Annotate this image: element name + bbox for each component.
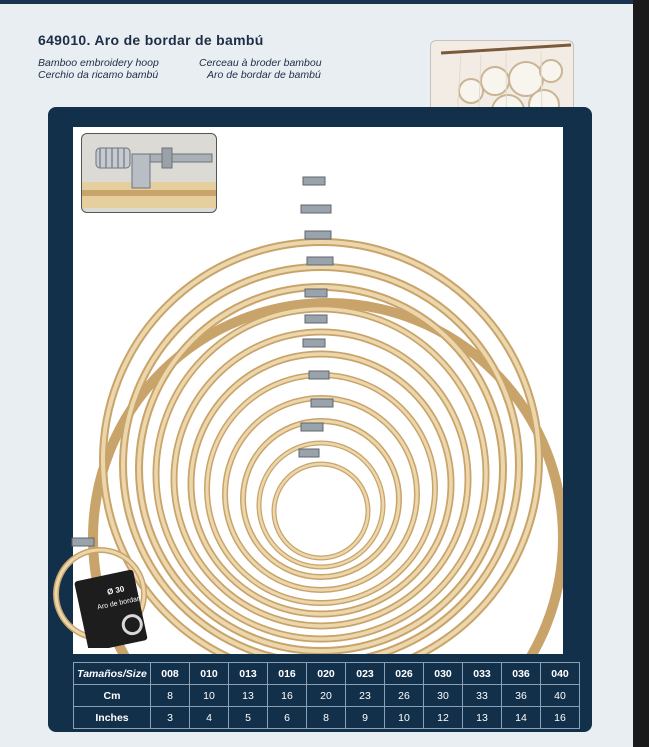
size-cell: 036 — [502, 663, 541, 685]
cm-cell: 8 — [151, 685, 190, 707]
top-rule — [0, 0, 633, 4]
cm-cell: 40 — [541, 685, 580, 707]
name-portuguese: Aro de bordar de bambú — [207, 69, 321, 81]
name-french: Cerceau à broder bambou — [199, 57, 322, 69]
cm-cell: 30 — [424, 685, 463, 707]
inches-cell: 10 — [385, 707, 424, 729]
screw-clamp-closeup — [82, 134, 216, 212]
cm-cell: 13 — [229, 685, 268, 707]
inches-cell: 8 — [307, 707, 346, 729]
inches-row — [74, 707, 580, 729]
cm-cell: 10 — [190, 685, 229, 707]
size-cell: 040 — [541, 663, 580, 685]
cm-cell: 23 — [346, 685, 385, 707]
size-cell: 026 — [385, 663, 424, 685]
inches-cell: 9 — [346, 707, 385, 729]
name-italian: Cerchio da ricamo bambú — [38, 69, 159, 81]
size-cell: 020 — [307, 663, 346, 685]
right-edge-bar — [633, 0, 649, 747]
inches-cell: 16 — [541, 707, 580, 729]
size-cell: 030 — [424, 663, 463, 685]
size-cell: 010 — [190, 663, 229, 685]
inches-cell: 3 — [151, 707, 190, 729]
cm-row — [74, 685, 580, 707]
size-cell: 013 — [229, 663, 268, 685]
package-label: Aro de bordar — [96, 595, 141, 612]
size-row — [74, 663, 580, 685]
size-table — [73, 662, 580, 729]
inches-cell: 13 — [463, 707, 502, 729]
size-cell: 016 — [268, 663, 307, 685]
hoop-ring-036 — [123, 267, 519, 654]
inches-cell: 4 — [190, 707, 229, 729]
size-header-label: Tamaños/Size — [74, 663, 151, 685]
size-cell: 033 — [463, 663, 502, 685]
clamp-detail-inset — [81, 133, 217, 213]
cm-cell: 20 — [307, 685, 346, 707]
cm-label: Cm — [74, 685, 151, 707]
product-title: 649010. Aro de bordar de bambú — [38, 32, 264, 48]
inches-cell: 6 — [268, 707, 307, 729]
package-size: Ø 30 — [106, 584, 126, 597]
inches-cell: 14 — [502, 707, 541, 729]
inches-cell: 12 — [424, 707, 463, 729]
size-cell: 023 — [346, 663, 385, 685]
hoop-ring-008 — [274, 464, 368, 558]
inches-label: Inches — [74, 707, 151, 729]
inches-cell: 5 — [229, 707, 268, 729]
cm-cell: 33 — [463, 685, 502, 707]
cm-cell: 16 — [268, 685, 307, 707]
name-english: Bamboo embroidery hoop — [38, 57, 159, 69]
cm-cell: 26 — [385, 685, 424, 707]
cm-cell: 36 — [502, 685, 541, 707]
size-cell: 008 — [151, 663, 190, 685]
